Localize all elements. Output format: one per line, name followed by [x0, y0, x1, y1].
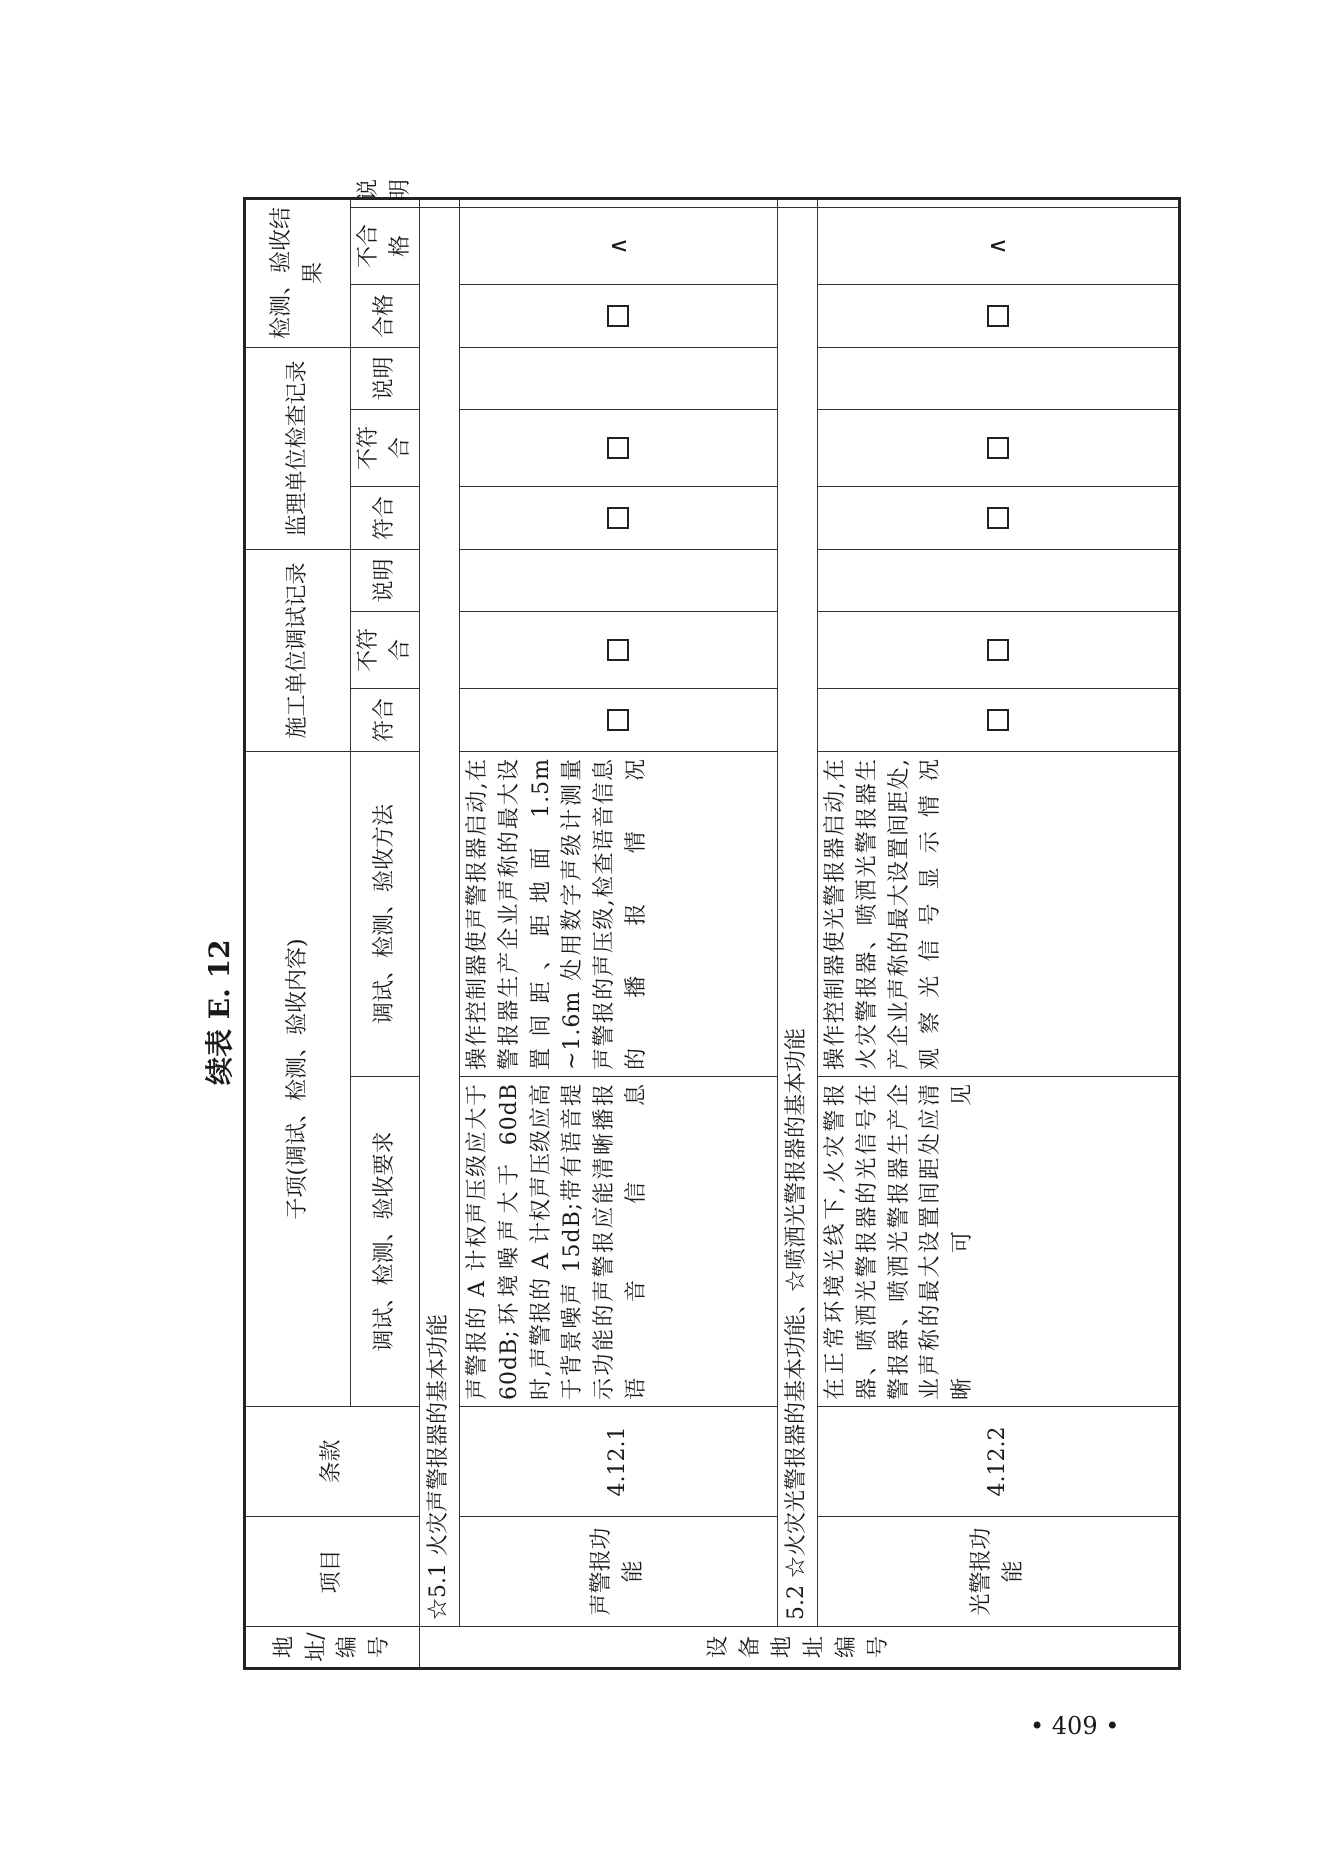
inspection-note-cell[interactable] [817, 198, 1179, 207]
subitem-header: 子项(调试、检测、验收内容) [245, 751, 351, 1406]
inspection-note-cell[interactable] [459, 198, 777, 207]
table-title: 续表 E. 12 [203, 939, 236, 1085]
construction-conform-checkbox[interactable] [817, 688, 1179, 751]
inspection-fail-header: 不合格 [351, 207, 420, 284]
inspection-fail-mark[interactable] [817, 207, 1179, 284]
checkbox-icon [987, 507, 1009, 529]
checkbox-icon [607, 709, 629, 731]
equipment-address-label: 设备地址编号 [419, 1627, 1179, 1669]
table-row [459, 198, 777, 1668]
clause-number: 4.12.2 [817, 1407, 1179, 1517]
checkbox-icon [607, 437, 629, 459]
caret-mark-icon: ∧ [983, 237, 1012, 255]
clause-header: 条款 [245, 1407, 420, 1517]
inspection-pass-checkbox[interactable] [817, 284, 1179, 347]
supervision-note-header: 说明 [351, 347, 420, 409]
item-name: 光警报功能 [817, 1517, 1179, 1627]
inspection-note-header: 说明 [351, 198, 420, 207]
construction-nonconform-header: 不符合 [351, 611, 420, 688]
clause-number: 4.12.1 [459, 1407, 777, 1517]
checkbox-icon [987, 305, 1009, 327]
section-heading-row [777, 198, 817, 1668]
supervision-conform-checkbox[interactable] [459, 486, 777, 549]
construction-nonconform-checkbox[interactable] [817, 611, 1179, 688]
address-header: 地址/编号 [245, 1627, 420, 1669]
inspection-pass-checkbox[interactable] [459, 284, 777, 347]
checkbox-icon [987, 639, 1009, 661]
requirement-text: 声警报的 A 计权声压级应大于60dB;环境噪声大于 60dB 时,声警报的 A 计权声压级应高于背景噪声 15dB;带有语音提示功能的声警报应能清晰播报语音信息 [459, 1077, 777, 1407]
section-heading-row [419, 198, 459, 1668]
inspection-table [243, 178, 1181, 1670]
inspection-fail-mark[interactable] [459, 207, 777, 284]
supervision-conform-header: 符合 [351, 486, 420, 549]
inspection-pass-header: 合格 [351, 284, 420, 347]
construction-note-header: 说明 [351, 549, 420, 611]
caret-mark-icon: ∧ [603, 237, 632, 255]
checkbox-icon [607, 507, 629, 529]
method-text: 操作控制器使光警报器启动,在火灾警报器、喷洒光警报器生产企业声称的最大设置间距处,观察光信号显示情况 [817, 751, 1179, 1076]
construction-conform-header: 符合 [351, 688, 420, 751]
header-row-1 [245, 198, 351, 1668]
supervision-nonconform-checkbox[interactable] [817, 409, 1179, 486]
requirement-header: 调试、检测、验收要求 [351, 1077, 420, 1407]
construction-nonconform-checkbox[interactable] [459, 611, 777, 688]
table-row [817, 198, 1179, 1668]
checkbox-icon [607, 305, 629, 327]
supervision-conform-checkbox[interactable] [817, 486, 1179, 549]
section-heading: 5.2 ☆火灾光警报器的基本功能、☆喷洒光警报器的基本功能 [777, 207, 817, 1626]
supervision-note-cell[interactable] [459, 347, 777, 409]
construction-note-cell[interactable] [459, 549, 777, 611]
page-number: • 409 • [1030, 1712, 1120, 1740]
checkbox-icon [987, 437, 1009, 459]
requirement-text: 在正常环境光线下,火灾警报器、喷洒光警报器的光信号在警报器、喷洒光警报器生产企业声称的最大设置间距处应清晰可见 [817, 1077, 1179, 1407]
item-name: 声警报功能 [459, 1517, 777, 1627]
item-header: 项目 [245, 1517, 420, 1627]
supervision-note-cell[interactable] [817, 347, 1179, 409]
method-text: 操作控制器使声警报器启动,在警报器生产企业声称的最大设置间距、距地面 1.5m ~1.6m 处用数字声级计测量声警报的声压级,检查语音信息的播报情况 [459, 751, 777, 1076]
inspection-header: 检测、验收结果 [245, 198, 351, 347]
construction-note-cell[interactable] [817, 549, 1179, 611]
supervision-nonconform-header: 不符合 [351, 409, 420, 486]
method-header: 调试、检测、验收方法 [351, 751, 420, 1076]
rotated-table-wrapper [243, 178, 1153, 1670]
construction-header: 施工单位调试记录 [245, 549, 351, 751]
checkbox-icon [607, 639, 629, 661]
supervision-header: 监理单位检查记录 [245, 347, 351, 549]
supervision-nonconform-checkbox[interactable] [459, 409, 777, 486]
section-heading: ☆5.1 火灾声警报器的基本功能 [419, 207, 459, 1626]
checkbox-icon [987, 709, 1009, 731]
construction-conform-checkbox[interactable] [459, 688, 777, 751]
